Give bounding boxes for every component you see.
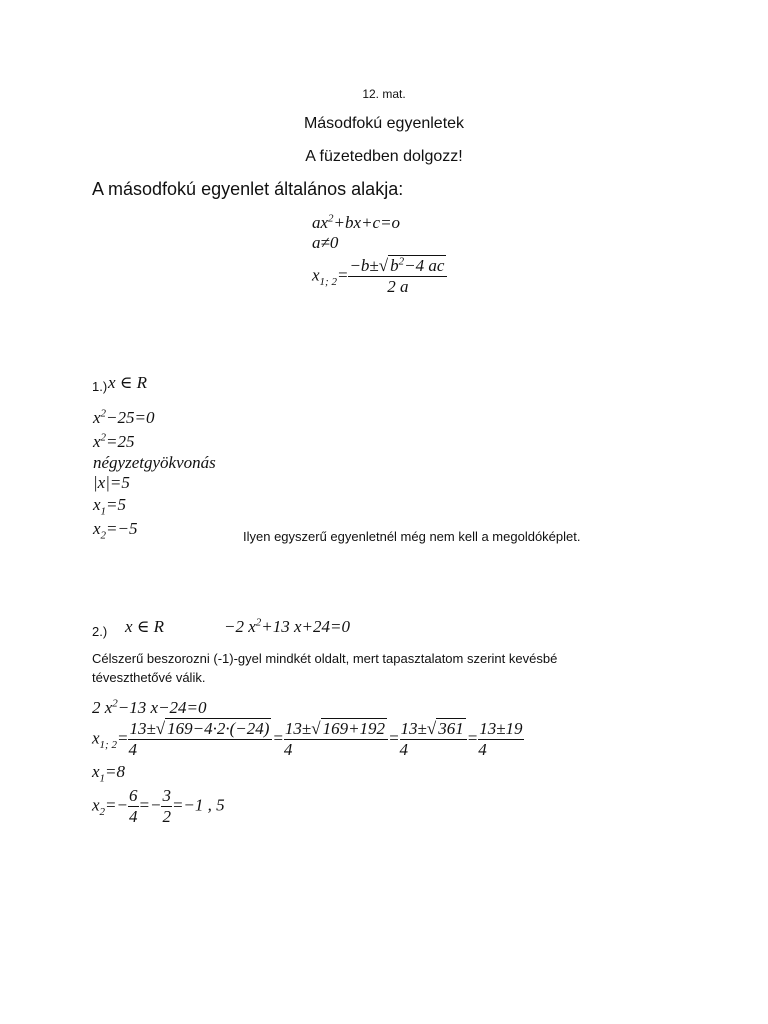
ex1-line2: $x^2=25$ bbox=[93, 431, 135, 451]
ex2-label: 2.) bbox=[92, 624, 108, 639]
quadratic-formula: $x_{1; 2}=$ $\frac{-b\pm√ b^2-4 ac}{2 a}$ bbox=[312, 256, 447, 297]
ex1-domain: x ∈ R bbox=[108, 373, 148, 392]
ex2-note-line2: téveszthetővé válik. bbox=[92, 670, 206, 685]
page-subtitle: A füzetedben dolgozz! bbox=[305, 148, 463, 165]
ex1-label: 1.) bbox=[92, 379, 108, 394]
ex2-note-line1: Célszerű beszorozni (-1)-gyel mindkét oldalt, mert tapasztalatom szerint kevésbé bbox=[92, 651, 558, 666]
ex1-line1: $x^2-25=0$ bbox=[93, 407, 155, 427]
ex1-line5: $x_1=5$ bbox=[93, 495, 127, 518]
ex2-equation-2: 2 $x^2-13$ x−24=0 bbox=[92, 697, 207, 717]
ex2-x1: $x_1=8$ bbox=[92, 762, 126, 785]
ex2-x2: $x_2=-$ $\frac{6}{4}$ =− $\frac{3}{2}$ =−1 , 5 bbox=[92, 786, 225, 826]
ex2-equation: −2 $x^2+13$ x+24=0 bbox=[224, 616, 350, 636]
ex1-line6: $x_2=-5$ bbox=[93, 519, 138, 542]
general-condition: a≠0 bbox=[312, 233, 339, 252]
ex1-line3: négyzetgyökvonás bbox=[93, 453, 216, 472]
ex2-domain: x ∈ R bbox=[125, 617, 165, 636]
ex2-solution-formula: $x_{1; 2}=$ $\frac{13\pm√ 169-4\cdot 2\cdot(-24)}{4}$ = $\frac{13\pm√ 169+192}{4}$ = $\frac{13\pm√ 361}{4}$ = $\frac{13\pm 19}{4}$ bbox=[92, 719, 523, 759]
class-label: 12. mat. bbox=[362, 87, 406, 101]
general-equation: $ax^2+bx+c=o$ bbox=[312, 212, 401, 232]
page-title: Másodfokú egyenletek bbox=[303, 115, 465, 132]
ex1-line4: |x|=5 bbox=[93, 473, 130, 492]
ex1-note: Ilyen egyszerű egyenletnél még nem kell a megoldóképlet. bbox=[243, 529, 581, 544]
intro-text: A másodfokú egyenlet általános alakja: bbox=[92, 179, 404, 199]
